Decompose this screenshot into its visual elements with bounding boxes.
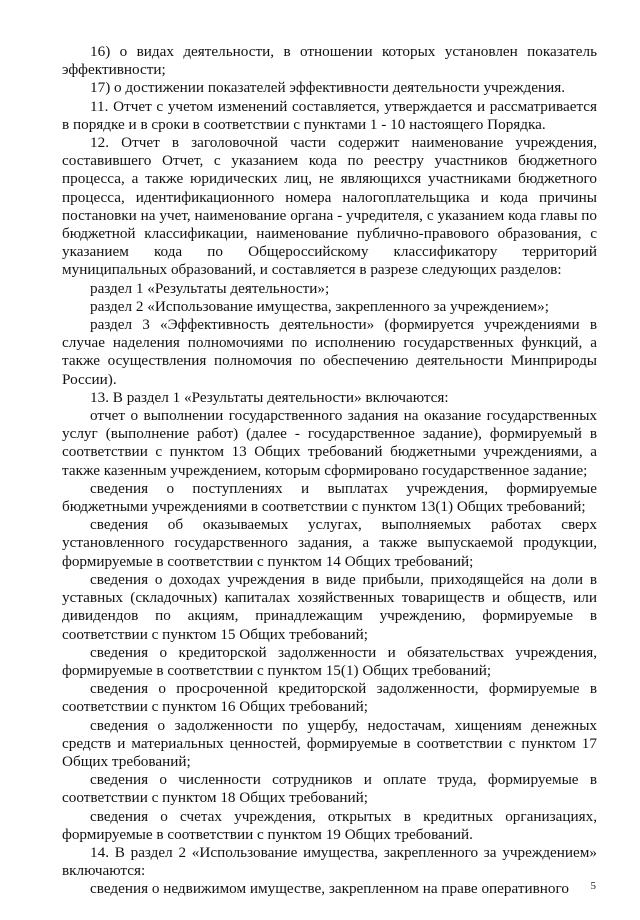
- page-number: 5: [590, 880, 596, 892]
- paragraph-13-overdue: сведения о просроченной кредиторской задолженности, формируемые в соответствии с пунктом 16 Общих требований;: [62, 680, 597, 716]
- paragraph-13-income: сведения о доходах учреждения в виде прибыли, приходящейся на доли в уставных (складочных) капиталах хозяйственных товариществ и обществ, или дивидендов по акциям, принадлежащим учреждению, формируемые в соответствии с пунктом 15 Общих требований;: [62, 570, 597, 643]
- paragraph-11: 11. Отчет с учетом изменений составляется, утверждается и рассматривается в порядке и в сроки в соответствии с пунктами 1 - 10 настоящего Порядка.: [62, 97, 597, 133]
- paragraph-13-staff: сведения о численности сотрудников и оплате труда, формируемые в соответствии с пунктом 18 Общих требований;: [62, 771, 597, 807]
- paragraph-section-3: раздел 3 «Эффективность деятельности» (формируется учреждениями в случае наделения полномочиями по исполнению государственных функций, а также осуществления полномочия по обеспечению деятельности Минприроды России).: [62, 316, 597, 388]
- paragraph-14-property: сведения о недвижимом имуществе, закрепленном на праве оперативного: [90, 880, 569, 898]
- paragraph-13-report: отчет о выполнении государственного задания на оказание государственных услуг (выполнение работ) (далее - государственное задание), формируемый в соответствии с пунктом 13 Общих требований бюджетными учреждениями, а также казенным учреждением, которым сформировано государственное задание;: [62, 407, 597, 479]
- paragraph-13-payables: сведения о кредиторской задолженности и обязательствах учреждения, формируемые в соответствии с пунктом 15(1) Общих требований;: [62, 643, 597, 679]
- paragraph-item-17: 17) о достижении показателей эффективности деятельности учреждения.: [90, 79, 566, 97]
- paragraph-13-receipts: сведения о поступлениях и выплатах учреждения, формируемые бюджетными учреждениями в соответствии с пунктом 13(1) Общих требований;: [62, 479, 597, 516]
- paragraph-14: 14. В раздел 2 «Использование имущества, закрепленного за учреждением» включаются:: [62, 843, 597, 880]
- paragraph-13-services: сведения об оказываемых услугах, выполняемых работах сверх установленного государственного задания, а также выпускаемой продукции, формируемые в соответствии с пунктом 14 Общих требований;: [62, 516, 597, 570]
- document-body: [62, 43, 597, 899]
- paragraph-13: 13. В раздел 1 «Результаты деятельности» включаются:: [90, 388, 449, 406]
- paragraph-section-1: раздел 1 «Результаты деятельности»;: [90, 279, 330, 297]
- paragraph-13-damage: сведения о задолженности по ущербу, недостачам, хищениям денежных средств и материальных ценностей, формируемые в соответствии с пунктом 17 Общих требований;: [62, 716, 597, 770]
- paragraph-item-16: 16) о видах деятельности, в отношении которых установлен показатель эффективности;: [62, 43, 597, 79]
- paragraph-section-2: раздел 2 «Использование имущества, закрепленного за учреждением»;: [90, 297, 549, 315]
- paragraph-13-accounts: сведения о счетах учреждения, открытых в кредитных организациях, формируемые в соответствии с пунктом 19 Общих требований.: [62, 807, 597, 843]
- paragraph-12: 12. Отчет в заголовочной части содержит наименование учреждения, составившего Отчет, с указанием кода по реестру участников бюджетного процесса, а также юридических лиц, не являющихся участниками бюджетного процесса, идентификационного номера налогоплательщика и кода причины постановки на учет, наименование органа - учредителя, с указанием кода главы по бюджетной классификации, наименование публично-правового образования, с указанием кода по Общероссийскому классификатору территорий муниципальных образований, и составляется в разрезе следующих разделов:: [62, 134, 597, 279]
